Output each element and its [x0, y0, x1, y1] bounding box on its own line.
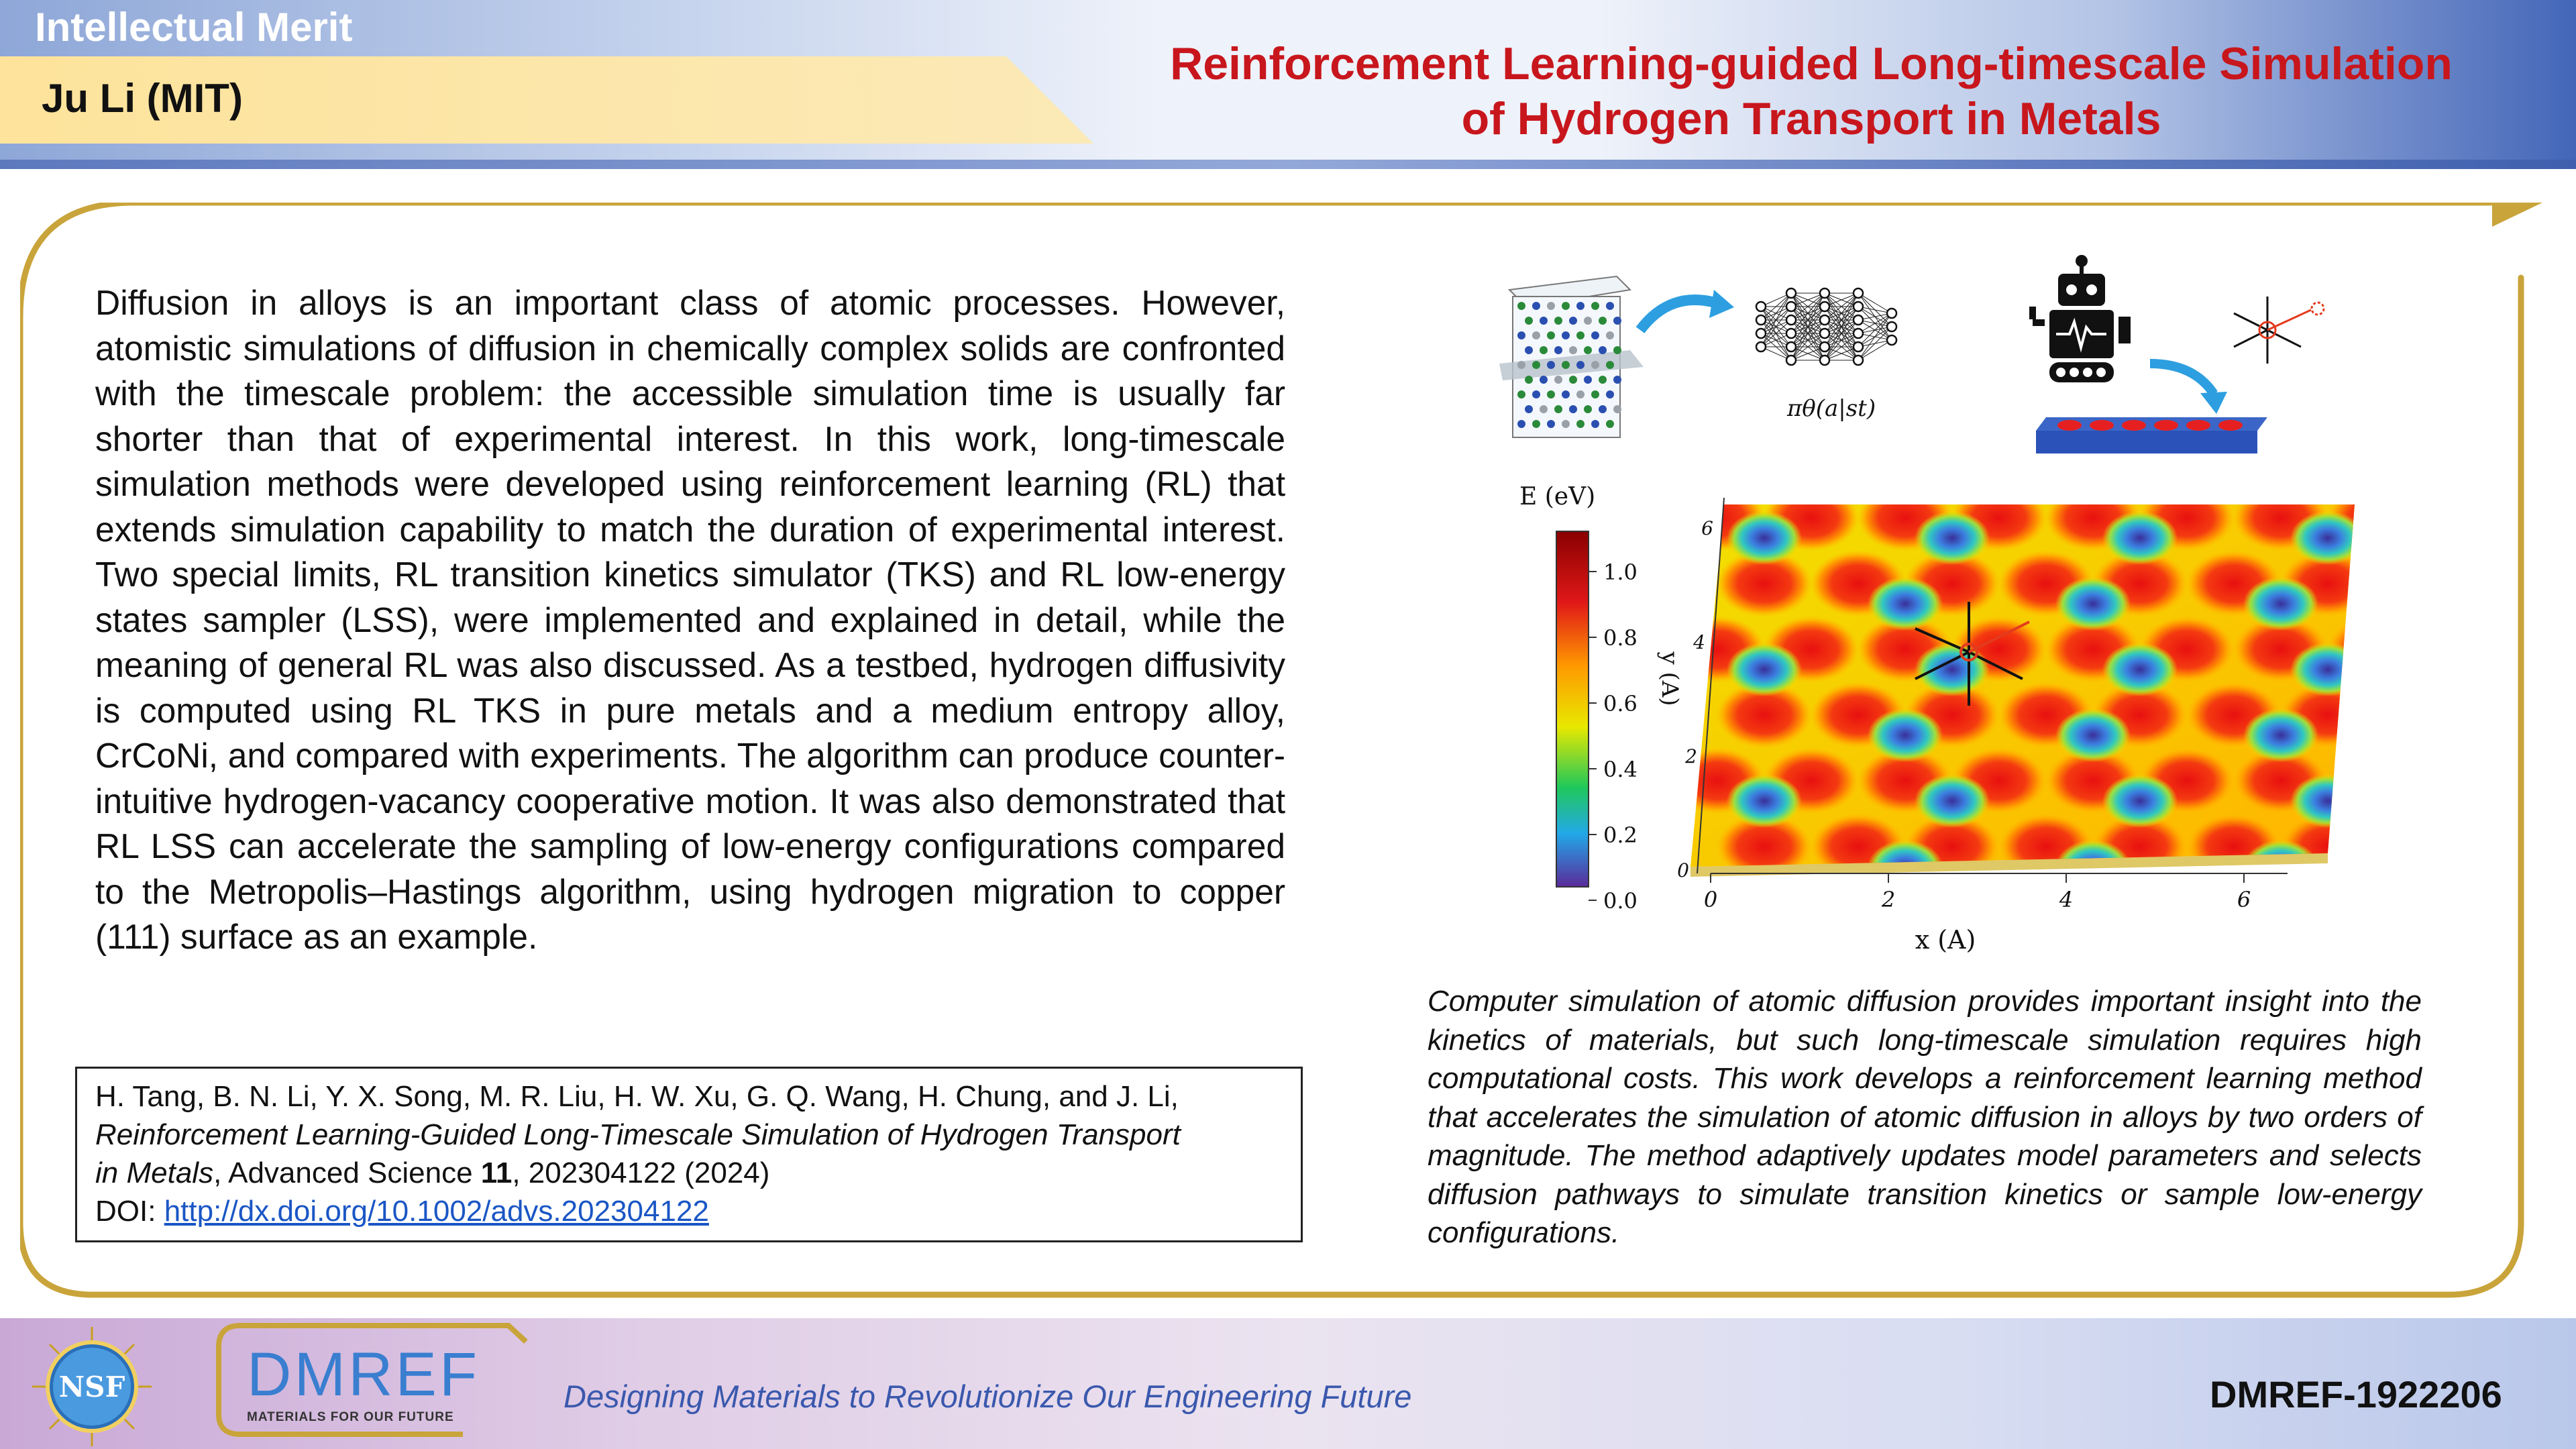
policy-label: πθ(a|st): [1786, 395, 1876, 422]
y-tick-label: 0: [1677, 859, 1689, 881]
slide-title: [1087, 36, 2536, 146]
atom: [1562, 331, 1570, 339]
colorbar-tick-label: 0.4: [1603, 757, 1638, 782]
atom: [1547, 331, 1555, 339]
figure-caption: Computer simulation of atomic diffusion provides important insight into the kinetics of materials, but such long-timescale simulation requires high computational costs. This work develops a reinforcement learning method that accelerates the simulation of atomic diffusion in alloys by two orders of magnitude. The method adaptively updates model parameters and selects diffusion pathways to simulate transition kinetics or sample low-energy configurations.: [1428, 985, 2422, 1249]
atom: [1532, 331, 1540, 339]
category-label: Intellectual Merit: [35, 5, 353, 50]
atom: [1569, 317, 1577, 325]
atom: [1532, 302, 1540, 310]
atom: [1532, 361, 1540, 369]
pi-name: Ju Li (MIT): [42, 76, 243, 121]
atom: [1613, 317, 1621, 325]
atom: [1547, 420, 1555, 428]
footer-tagline: Designing Materials to Revolutionize Our Engineering Future: [564, 1379, 1412, 1414]
atom: [1525, 317, 1533, 325]
atom: [1525, 346, 1533, 354]
arrow-right-icon: [2492, 203, 2542, 227]
x-axis-ticks: [1704, 873, 2251, 912]
citation: [95, 1077, 1296, 1230]
tray-dot: [2154, 420, 2178, 431]
citation-volume: 11: [480, 1157, 513, 1189]
atom: [1606, 390, 1614, 398]
atom: [1591, 420, 1599, 428]
atom: [1517, 302, 1525, 310]
citation-authors: H. Tang, B. N. Li, Y. X. Song, M. R. Liu, H. W. Xu, G. Q. Wang, H. Chung, and J. Li,: [95, 1080, 1179, 1113]
atom: [1540, 376, 1548, 384]
atom: [1569, 405, 1577, 413]
atom: [1540, 405, 1548, 413]
colorbar-tick-label: 0.6: [1603, 691, 1638, 716]
award-number: DMREF-1922206: [2210, 1373, 2502, 1415]
atom: [1540, 346, 1548, 354]
atom: [1517, 331, 1525, 339]
atom: [1599, 317, 1607, 325]
atom: [1547, 361, 1555, 369]
atom: [1576, 390, 1585, 398]
citation-journal: , Advanced Science: [213, 1157, 481, 1189]
atom: [1606, 331, 1614, 339]
citation-pages: , 202304122 (2024): [512, 1157, 770, 1189]
atom: [1591, 361, 1599, 369]
direction-arrows-icon: [2234, 297, 2324, 364]
robot-icon: [2033, 255, 2131, 382]
tray-dot: [2218, 420, 2243, 431]
atom: [1576, 302, 1585, 310]
atom: [1517, 390, 1525, 398]
x-tick-label: 2: [1881, 887, 1896, 912]
slide-title-line-1: Reinforcement Learning-guided Long-timescale Simulation: [1170, 38, 2453, 89]
rl-energy-landscape-figure: [1496, 250, 2375, 967]
atom: [1554, 405, 1562, 413]
x-axis-label: x (A): [1915, 925, 1976, 955]
atom: [1584, 317, 1592, 325]
doi-link[interactable]: http://dx.doi.org/10.1002/advs.202304122: [164, 1195, 709, 1228]
atom: [1599, 405, 1607, 413]
atom: [1584, 376, 1592, 384]
atom: [1606, 361, 1614, 369]
atom: [1591, 302, 1599, 310]
y-tick-label: 6: [1701, 517, 1713, 539]
atom: [1569, 346, 1577, 354]
tray-dot: [2090, 420, 2114, 431]
atom: [1517, 361, 1525, 369]
atom: [1576, 361, 1585, 369]
x-tick-label: 6: [2237, 887, 2251, 912]
colorbar-tick-label: 0.2: [1603, 822, 1638, 848]
atom: [1540, 317, 1548, 325]
nsf-logo-text: NSF: [58, 1371, 125, 1403]
atom: [1599, 346, 1607, 354]
atom: [1591, 331, 1599, 339]
atom: [1532, 420, 1540, 428]
neural-network-icon: [1756, 288, 1896, 365]
atom: [1569, 376, 1577, 384]
atom: [1562, 420, 1570, 428]
doi-label: DOI:: [95, 1195, 164, 1228]
y-tick-label: 2: [1685, 745, 1697, 767]
atom: [1562, 302, 1570, 310]
dmref-logo-subtext: MATERIALS FOR OUR FUTURE: [247, 1410, 454, 1424]
dmref-logo: [213, 1320, 530, 1438]
atom: [1584, 405, 1592, 413]
nsf-logo: [31, 1326, 153, 1448]
header-divider: [0, 160, 2576, 169]
energy-surface: [1669, 484, 2375, 894]
atom: [1562, 361, 1570, 369]
colorbar-tick-label: 0.0: [1603, 888, 1638, 914]
x-tick-label: 0: [1703, 887, 1718, 912]
y-tick-label: 4: [1693, 631, 1705, 653]
atom: [1591, 390, 1599, 398]
atom: [1532, 390, 1540, 398]
atom: [1525, 405, 1533, 413]
atom: [1554, 376, 1562, 384]
colorbar-ticks: [1589, 559, 1638, 914]
atom: [1525, 376, 1533, 384]
colorbar-tick-label: 1.0: [1603, 559, 1638, 585]
slide-title-line-2: of Hydrogen Transport in Metals: [1461, 93, 2161, 144]
atom: [1562, 390, 1570, 398]
dmref-logo-text: DMREF: [247, 1340, 480, 1409]
abstract-text: Diffusion in alloys is an important class of atomic processes. However, atomistic simulations of diffusion in chemically complex solids are confronted with the timescale problem: the accessible simulation time is usually far shorter than that of experimental interest. In this work, long-timescale simulation methods were developed using reinforcement learning (RL) that extends simulation capability to match the duration of experimental interest. Two special limits, RL transition kinetics simulator (TKS) and RL low-energy states sampler (LSS), were implemented and explained in detail, while the meaning of general RL was also discussed. As a testbed, hydrogen diffusivity is computed using RL TKS in pure metals and a medium entropy alloy, CrCoNi, and compared with experiments. The algorithm can produce counter-intuitive hydrogen-vacancy cooperative motion. It was also demonstrated that RL LSS can accelerate the sampling of low-energy configurations compared to the Metropolis–Hastings algorithm, using hydrogen migration to copper (111) surface as an example.: [95, 283, 1285, 956]
atom: [1576, 331, 1585, 339]
tray-dot: [2186, 420, 2210, 431]
curved-arrow-icon: [1640, 300, 1717, 330]
atom: [1517, 420, 1525, 428]
atom: [1554, 346, 1562, 354]
citation-title-end: in Metals: [95, 1157, 214, 1189]
atomic-structure-box: [1499, 276, 1644, 437]
colorbar-tick-label: 0.8: [1603, 625, 1638, 651]
atom: [1584, 346, 1592, 354]
atom: [1547, 302, 1555, 310]
atom: [1599, 376, 1607, 384]
colorbar: [1556, 531, 1589, 887]
citation-title: Reinforcement Learning-Guided Long-Timescale Simulation of Hydrogen Transport: [95, 1118, 1181, 1151]
atom: [1606, 420, 1614, 428]
atom: [1613, 376, 1621, 384]
colorbar-title: E (eV): [1519, 483, 1596, 511]
tray-dot: [2122, 420, 2146, 431]
atom: [1613, 346, 1621, 354]
atom: [1547, 390, 1555, 398]
atom: [1554, 317, 1562, 325]
atom: [1576, 420, 1585, 428]
tray-dot: [2057, 420, 2082, 431]
y-axis-label: y (A): [1656, 651, 1683, 706]
atom: [1606, 302, 1614, 310]
atom: [1613, 405, 1621, 413]
x-tick-label: 4: [2059, 887, 2074, 912]
